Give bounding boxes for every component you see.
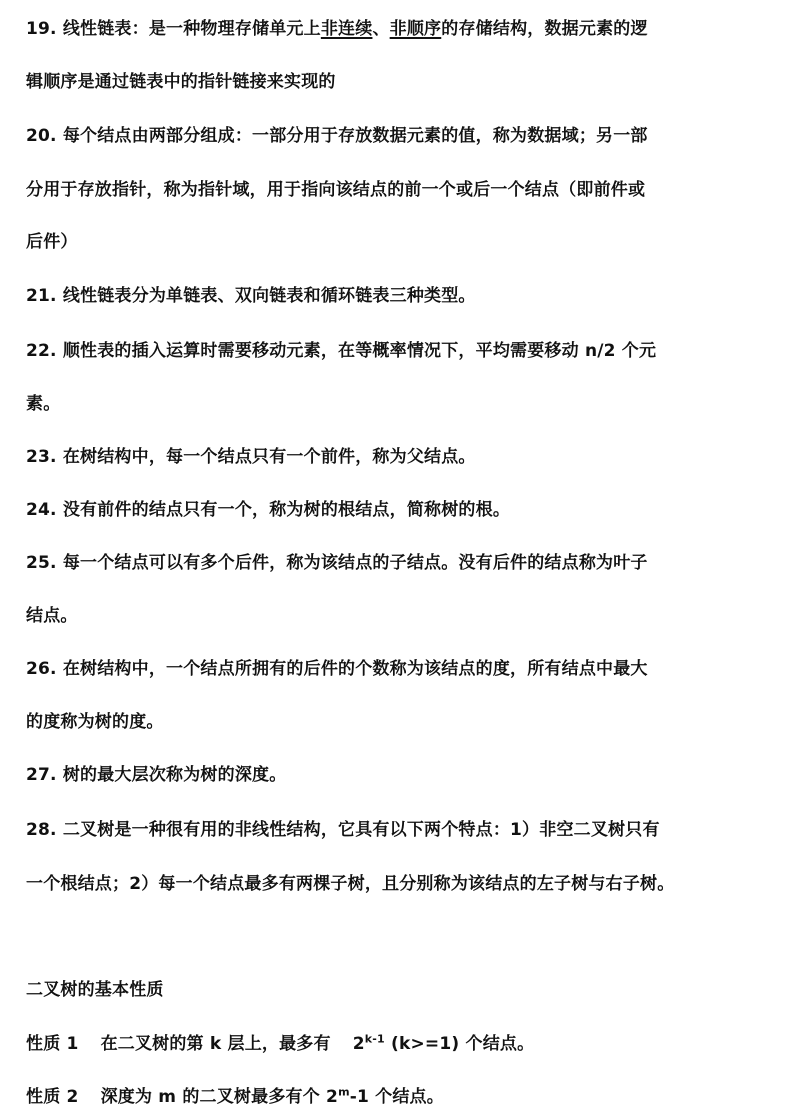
item-28-line-2: 一个根结点；2）每一个结点最多有两棵子树，且分别称为该结点的左子树与右子树。 — [26, 874, 675, 894]
section-heading: 二叉树的基本性质 — [26, 980, 164, 1000]
property-text: (k>=1) 个结点。 — [384, 1034, 535, 1054]
item-24-line-1: 24. 没有前件的结点只有一个，称为树的根结点，简称树的根。 — [26, 500, 511, 520]
formula-exponent: m — [338, 1085, 350, 1099]
item-25-line-2: 结点。 — [26, 606, 78, 626]
item-22-line-1: 22. 顺性表的插入运算时需要移动元素，在等概率情况下，平均需要移动 n/2 个元 — [26, 341, 657, 361]
item-26-line-1: 26. 在树结构中，一个结点所拥有的后件的个数称为该结点的度，所有结点中最大 — [26, 659, 648, 679]
property-text: -1 个结点。 — [349, 1087, 444, 1107]
item-19-line-1 — [26, 17, 776, 41]
property-1 — [26, 1032, 776, 1056]
item-19-line-2: 辑顺序是通过链表中的指针链接来实现的 — [26, 72, 336, 92]
formula-exponent: k-1 — [364, 1032, 385, 1046]
property-text: 在二叉树的第 k 层上，最多有 — [100, 1034, 331, 1054]
item-27-line-1: 27. 树的最大层次称为树的深度。 — [26, 765, 287, 785]
item-19-text: 19. 线性链表：是一种物理存储单元上 — [26, 19, 321, 39]
property-label: 性质 1 — [26, 1034, 79, 1054]
item-19-text: 的存储结构，数据元素的逻 — [441, 19, 648, 39]
item-23-line-1: 23. 在树结构中，每一个结点只有一个前件，称为父结点。 — [26, 447, 476, 467]
item-20-line-1: 20. 每个结点由两部分组成：一部分用于存放数据元素的值，称为数据域；另一部 — [26, 126, 648, 146]
item-20-line-2: 分用于存放指针，称为指针域，用于指向该结点的前一个或后一个结点（即前件或 — [26, 180, 646, 200]
property-label: 性质 2 — [26, 1087, 79, 1107]
underlined-term: 非顺序 — [389, 19, 442, 39]
underlined-term: 非连续 — [320, 19, 373, 39]
item-21-line-1: 21. 线性链表分为单链表、双向链表和循环链表三种类型。 — [26, 286, 476, 306]
item-20-line-3: 后件） — [26, 232, 78, 252]
property-2 — [26, 1085, 776, 1109]
item-22-line-2: 素。 — [26, 394, 61, 414]
property-text: 深度为 m 的二叉树最多有个 2 — [100, 1087, 339, 1107]
formula-base: 2 — [352, 1034, 365, 1054]
item-19-text: 、 — [372, 19, 390, 39]
item-28-line-1: 28. 二叉树是一种很有用的非线性结构，它具有以下两个特点：1）非空二叉树只有 — [26, 820, 660, 840]
item-25-line-1: 25. 每一个结点可以有多个后件，称为该结点的子结点。没有后件的结点称为叶子 — [26, 553, 648, 573]
item-26-line-2: 的度称为树的度。 — [26, 712, 164, 732]
